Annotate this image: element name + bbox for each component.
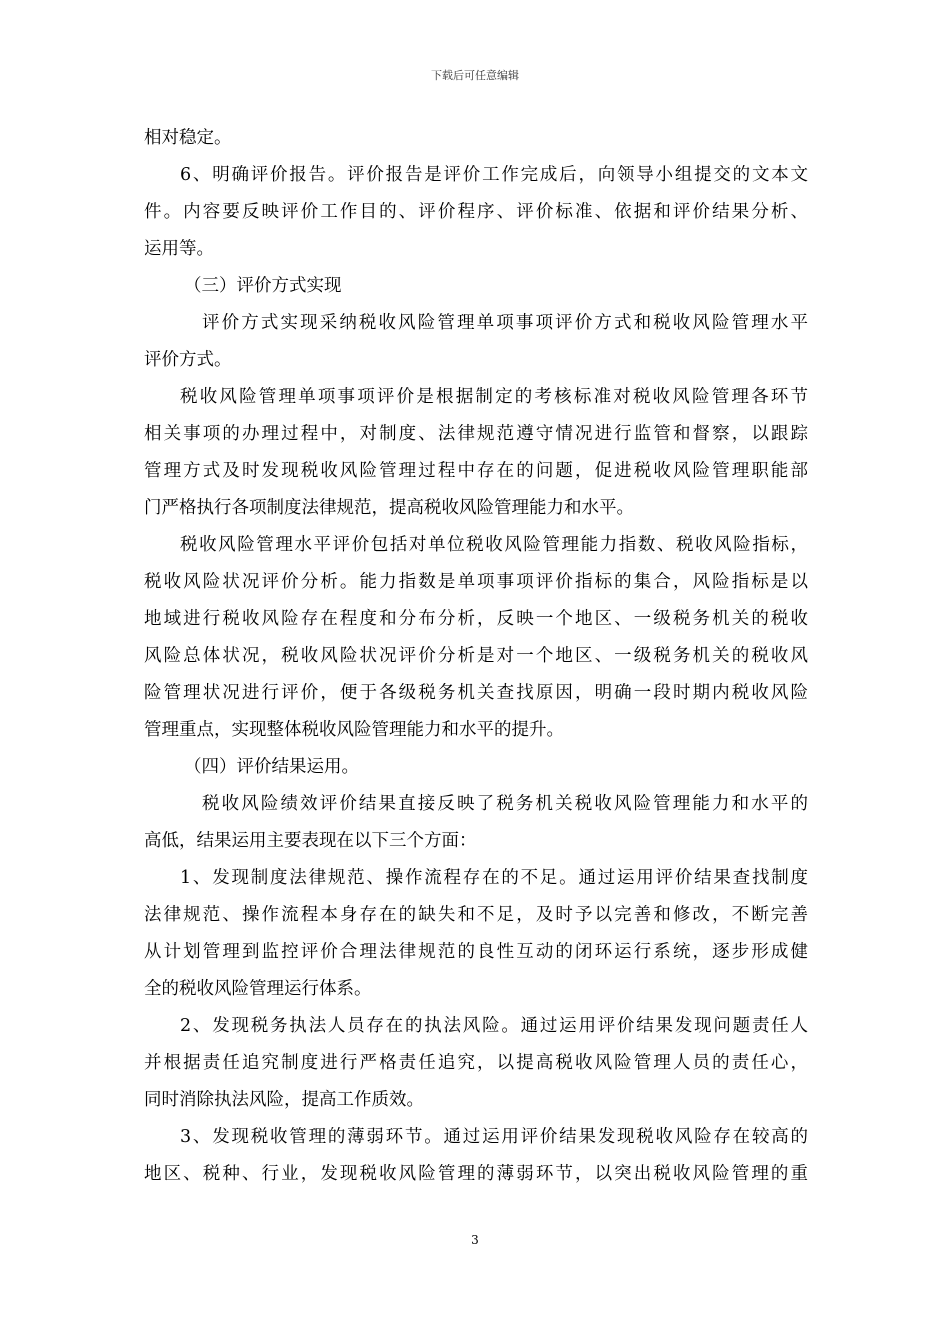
- text-line: 2、发现税务执法人员存在的执法风险。通过运用评价结果发现问题责任人: [180, 1016, 808, 1036]
- text-line: 相关事项的办理过程中，对制度、法律规范遵守情况进行监管和督察，以跟踪: [144, 424, 808, 444]
- text-line: 1、发现制度法律规范、操作流程存在的不足。通过运用评价结果查找制度: [180, 868, 808, 888]
- text-line: 评价方式实现采纳税收风险管理单项事项评价方式和税收风险管理水平: [202, 313, 808, 333]
- text-line: 3、发现税收管理的薄弱环节。通过运用评价结果发现税收风险存在较高的: [180, 1127, 808, 1147]
- text-line: 管理方式及时发现税收风险管理过程中存在的问题，促进税收风险管理职能部: [144, 461, 808, 481]
- text-line: 风险总体状况，税收风险状况评价分析是对一个地区、一级税务机关的税收风: [144, 646, 808, 666]
- text-line: 地域进行税收风险存在程度和分布分析，反映一个地区、一级税务机关的税收: [144, 609, 808, 629]
- text-line: 运用等。: [144, 239, 214, 259]
- body-text: [144, 120, 808, 1193]
- text-line: 从计划管理到监控评价合理法律规范的良性互动的闭环运行系统，逐步形成健: [144, 942, 808, 962]
- page-number: 3: [471, 1233, 479, 1247]
- text-line: （三）评价方式实现: [184, 276, 342, 296]
- text-line: 门严格执行各项制度法律规范，提高税收风险管理能力和水平。: [144, 498, 634, 518]
- text-line: 地区、税种、行业，发现税收风险管理的薄弱环节，以突出税收风险管理的重: [144, 1164, 808, 1184]
- text-line: 并根据责任追究制度进行严格责任追究，以提高税收风险管理人员的责任心，: [144, 1053, 808, 1073]
- text-line: 税收风险状况评价分析。能力指数是单项事项评价指标的集合，风险指标是以: [144, 572, 808, 592]
- text-line: 同时消除执法风险，提高工作质效。: [144, 1090, 424, 1110]
- text-line: 税收风险管理水平评价包括对单位税收风险管理能力指数、税收风险指标，: [180, 535, 808, 555]
- text-line: 险管理状况进行评价，便于各级税务机关查找原因，明确一段时期内税收风险: [144, 683, 808, 703]
- text-line: 全的税收风险管理运行体系。: [144, 979, 372, 999]
- text-line: 法律规范、操作流程本身存在的缺失和不足，及时予以完善和修改，不断完善: [144, 905, 808, 925]
- text-line: 管理重点，实现整体税收风险管理能力和水平的提升。: [144, 720, 564, 740]
- text-line: （四）评价结果运用。: [184, 757, 359, 777]
- text-line: 评价方式。: [144, 350, 232, 370]
- page-header: 下载后可任意编辑: [431, 69, 519, 82]
- text-line: 件。内容要反映评价工作目的、评价程序、评价标准、依据和评价结果分析、: [144, 202, 808, 222]
- text-line: 税收风险绩效评价结果直接反映了税务机关税收风险管理能力和水平的: [202, 794, 808, 814]
- text-line: 税收风险管理单项事项评价是根据制定的考核标准对税收风险管理各环节: [180, 387, 808, 407]
- text-line: 6、明确评价报告。评价报告是评价工作完成后，向领导小组提交的文本文: [180, 165, 808, 185]
- text-line: 相对稳定。: [144, 128, 232, 148]
- text-line: 高低，结果运用主要表现在以下三个方面：: [144, 831, 477, 851]
